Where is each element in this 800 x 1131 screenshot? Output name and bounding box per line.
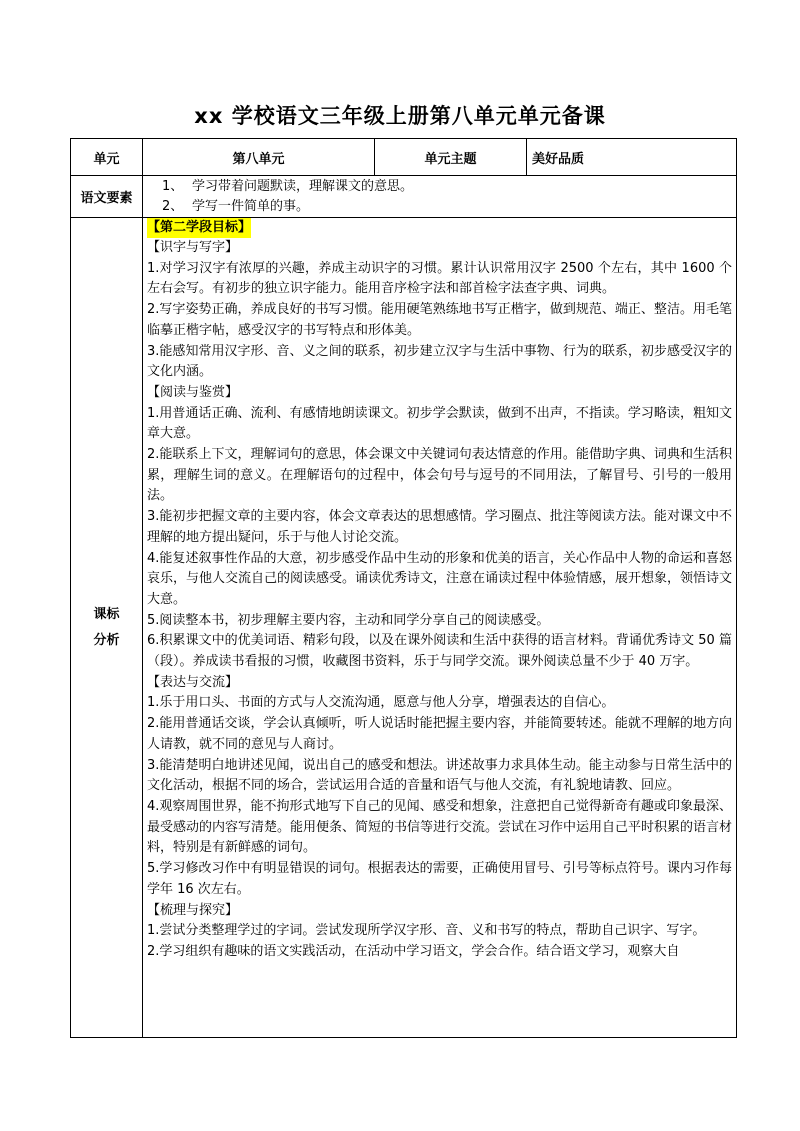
language-elements-list bbox=[143, 176, 737, 218]
label-line: 分析 bbox=[93, 632, 120, 648]
paragraph: 1.对学习汉字有浓厚的兴趣，养成主动识字的习惯。累计认识常用汉字 2500 个左右，其中 1600 个左右会写。有初步的独立识字能力。能用音序检字法和部首检字法查字典、词典。 bbox=[147, 260, 732, 297]
paragraph: 1.尝试分类整理学过的字词。尝试发现所学汉字形、音、义和书写的特点，帮助自己识字、写字。 bbox=[147, 923, 706, 939]
paragraph: 5.阅读整本书，初步理解主要内容，主动和同学分享自己的阅读感受。 bbox=[147, 612, 550, 628]
paragraph: 4.能复述叙事性作品的大意，初步感受作品中生动的形象和优美的语言，关心作品中人物的命运和喜怒哀乐，与他人交流自己的阅读感受。诵读优秀诗文，注意在诵读过程中体验情感，展开想象，领悟诗文大意。 bbox=[147, 550, 732, 607]
paragraph: 2.能联系上下文，理解词句的意思，体会课文中关键词句表达情意的作用。能借助字典、词典和生活积累，理解生词的意义。在理解语句的过程中，体会句号与逗号的不同用法，了解冒号、引号的一般用法。 bbox=[147, 447, 732, 504]
theme-label: 单元主题 bbox=[375, 139, 527, 176]
curriculum-analysis-content bbox=[143, 218, 737, 1038]
item-text: 学写一件简单的事。 bbox=[192, 198, 310, 214]
label-line: 课标 bbox=[93, 606, 120, 622]
item-number: 2、 bbox=[162, 198, 184, 214]
section-heading: 【识字与写字】 bbox=[147, 240, 239, 255]
theme-value: 美好品质 bbox=[527, 139, 737, 176]
list-item bbox=[148, 197, 731, 217]
language-elements-label: 语文要素 bbox=[71, 176, 143, 218]
section-heading: 【表达与交流】 bbox=[147, 674, 239, 690]
paragraph: 3.能初步把握文章的主要内容，体会文章表达的思想感情。学习圈点、批注等阅读方法。能对课文中不理解的地方提出疑问，乐于与他人讨论交流。 bbox=[147, 509, 732, 545]
page-title: xx 学校语文三年级上册第八单元单元备课 bbox=[194, 104, 606, 128]
unit-label: 单元 bbox=[71, 139, 143, 176]
paragraph: 2.学习组织有趣味的语文实践活动，在活动中学习语文，学会合作。结合语文学习，观察大自 bbox=[147, 943, 680, 959]
paragraph: 5.学习修改习作中有明显错误的词句。根据表达的需要，正确使用冒号、引号等标点符号。课内习作每学年 16 次左右。 bbox=[147, 861, 732, 897]
paragraph: 1.乐于用口头、书面的方式与人交流沟通，愿意与他人分享，增强表达的自信心。 bbox=[147, 695, 615, 711]
item-text: 学习带着问题默读，理解课文的意思。 bbox=[192, 178, 414, 194]
section-heading: 【梳理与探究】 bbox=[147, 902, 239, 918]
header-row bbox=[71, 139, 737, 176]
lesson-plan-table bbox=[70, 138, 737, 1038]
list-item bbox=[148, 177, 731, 197]
unit-value: 第八单元 bbox=[143, 139, 375, 176]
paragraph: 3.能感知常用汉字形、音、义之间的联系，初步建立汉字与生活中事物、行为的联系，初步感受汉字的文化内涵。 bbox=[147, 343, 732, 380]
paragraph: 4.观察周围世界，能不拘形式地写下自己的见闻、感受和想象，注意把自己觉得新奇有趣或印象最深、最受感动的内容写清楚。能用便条、简短的书信等进行交流。尝试在习作中运用自己平时积累的语言材料，特别是有新鲜感的词句。 bbox=[147, 798, 732, 856]
section-heading: 【阅读与鉴赏】 bbox=[147, 384, 239, 400]
item-number: 1、 bbox=[162, 178, 184, 194]
curriculum-analysis-row bbox=[71, 218, 737, 1038]
paragraph: 2.能用普通话交谈，学会认真倾听，听人说话时能把握主要内容，并能简要转述。能就不理解的地方向人请教，就不同的意见与人商讨。 bbox=[147, 716, 732, 752]
language-elements-row bbox=[71, 176, 737, 218]
paragraph: 2.写字姿势正确，养成良好的书写习惯。能用硬笔熟练地书写正楷字，做到规范、端正、整洁。用毛笔临摹正楷字帖，感受汉字的书写特点和形体美。 bbox=[147, 302, 732, 338]
paragraph: 1.用普通话正确、流利、有感情地朗读课文。初步学会默读，做到不出声，不指读。学习略读，粗知文章大意。 bbox=[147, 405, 732, 442]
paragraph: 3.能清楚明白地讲述见闻，说出自己的感受和想法。讲述故事力求具体生动。能主动参与日常生活中的文化活动，根据不同的场合，尝试运用合适的音量和语气与他人交流，有礼貌地请教、回应。 bbox=[147, 757, 732, 794]
goal-heading: 【第二学段目标】 bbox=[147, 218, 251, 238]
paragraph: 6.积累课文中的优美词语、精彩句段，以及在课外阅读和生活中获得的语言材料。背诵优秀诗文 50 篇（段）。养成读书看报的习惯，收藏图书资料，乐于与同学交流。课外阅读总量不少于 40 万字。 bbox=[147, 633, 732, 670]
curriculum-analysis-label bbox=[71, 218, 143, 1038]
